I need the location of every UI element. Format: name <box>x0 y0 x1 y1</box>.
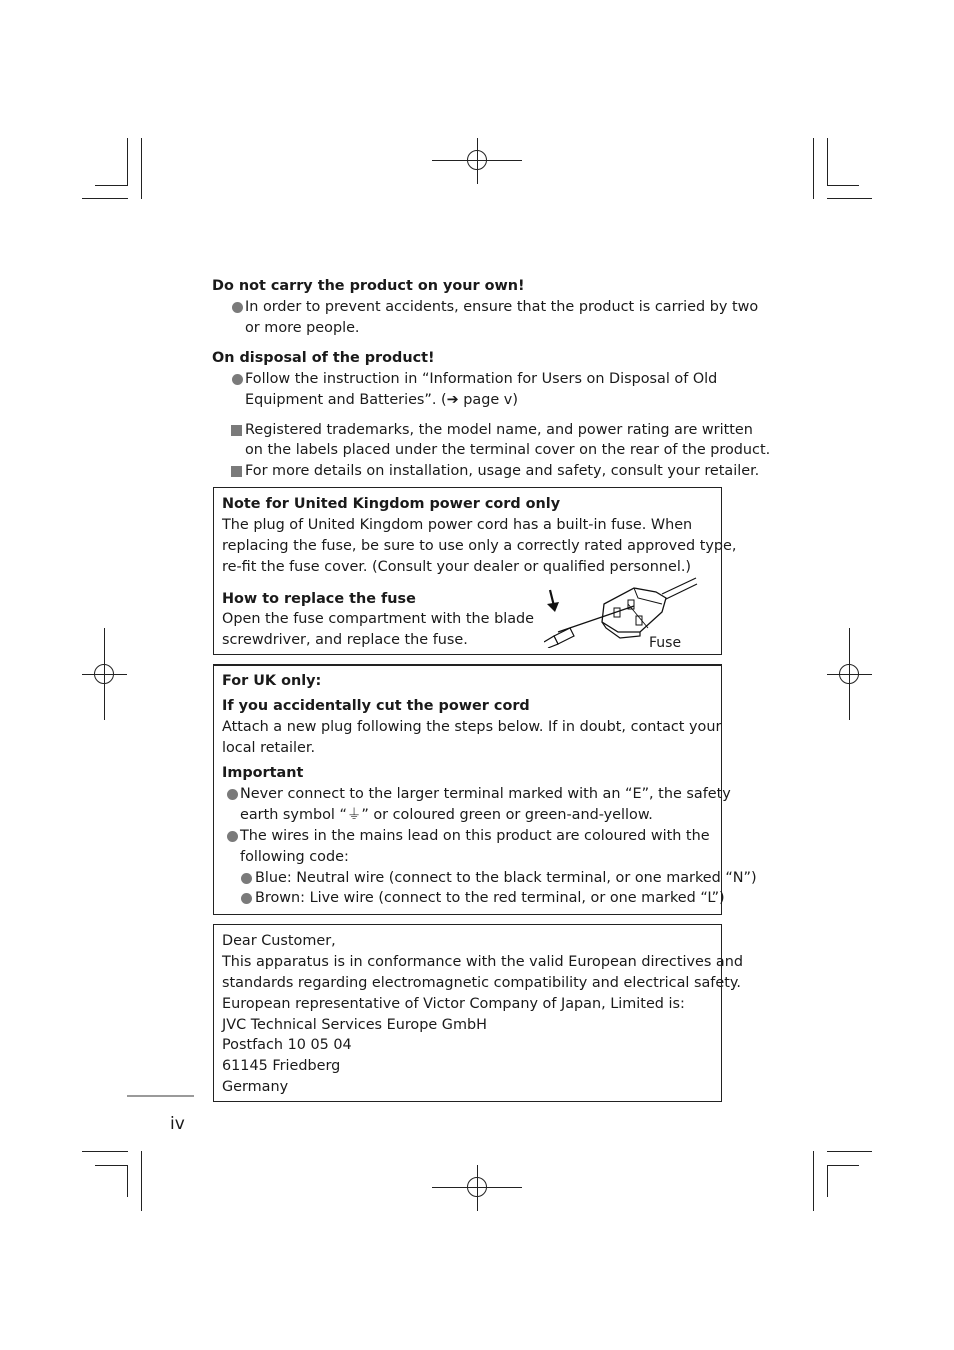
important-b1-line1: Never connect to the larger terminal marked with an “E”, the safety <box>240 786 731 802</box>
uk-cord-line3: re-fit the fuse cover. (Consult your dealer or qualified personnel.) <box>222 559 692 575</box>
wire-blue-line: Blue: Neutral wire (connect to the black terminal, or one marked “N”) <box>255 870 757 886</box>
uk-cord-line1: The plug of United Kingdom power cord has a built-in fuse. When <box>222 517 693 533</box>
page-number: iv <box>170 1114 185 1134</box>
wire-brown-line: Brown: Live wire (connect to the red terminal, or one marked “L”) <box>255 890 725 906</box>
replace-fuse-title: How to replace the fuse <box>222 591 416 607</box>
uk-cord-title: Note for United Kingdom power cord only <box>222 496 561 512</box>
cut-cord-line1: Attach a new plug following the steps below. If in doubt, contact your <box>222 719 722 735</box>
cut-cord-title: If you accidentally cut the power cord <box>222 698 530 714</box>
customer-line4: European representative of Victor Company of Japan, Limited is: <box>222 996 685 1012</box>
bullet-dot-icon <box>227 789 238 800</box>
bullet-square-icon <box>231 466 242 477</box>
carry-text-line2: or more people. <box>245 320 360 336</box>
important-b2-line2: following code: <box>240 849 349 865</box>
important-title: Important <box>222 765 304 781</box>
bullet-dot-icon <box>232 302 243 313</box>
customer-line1: Dear Customer, <box>222 933 336 949</box>
bullet-square-icon <box>231 425 242 436</box>
replace-fuse-line2: screwdriver, and replace the fuse. <box>222 632 468 648</box>
note-details-line: For more details on installation, usage and safety, consult your retailer. <box>245 463 760 479</box>
disposal-heading: On disposal of the product! <box>212 350 435 366</box>
uk-only-box <box>213 664 757 915</box>
customer-line6: Postfach 10 05 04 <box>222 1037 352 1053</box>
important-b1-line2: earth symbol “⏚” or coloured green or green-and-yellow. <box>240 807 653 823</box>
customer-line8: Germany <box>222 1079 289 1095</box>
uk-cord-line2: replacing the fuse, be sure to use only a correctly rated approved type, <box>222 538 737 554</box>
fuse-label: Fuse <box>649 635 682 651</box>
cut-cord-line2: local retailer. <box>222 740 316 756</box>
carry-heading: Do not carry the product on your own! <box>212 278 525 294</box>
page-number-rule <box>127 1095 194 1097</box>
important-b2-line1: The wires in the mains lead on this product are coloured with the <box>240 828 710 844</box>
bullet-dot-icon <box>241 873 252 884</box>
customer-line5: JVC Technical Services Europe GmbH <box>222 1017 487 1033</box>
note-trademarks-line1: Registered trademarks, the model name, and power rating are written <box>245 422 753 438</box>
disposal-text-line1: Follow the instruction in “Information for Users on Disposal of Old <box>245 371 718 387</box>
customer-notice-box <box>213 924 743 1102</box>
bullet-dot-icon <box>227 831 238 842</box>
uk-only-title: For UK only: <box>222 673 322 689</box>
replace-fuse-line1: Open the fuse compartment with the blade <box>222 611 535 627</box>
bullet-dot-icon <box>241 893 252 904</box>
customer-line3: standards regarding electromagnetic compatibility and electrical safety. <box>222 975 741 991</box>
carry-text-line1: In order to prevent accidents, ensure that the product is carried by two <box>245 299 759 315</box>
customer-line7: 61145 Friedberg <box>222 1058 341 1074</box>
note-trademarks-line2: on the labels placed under the terminal cover on the rear of the product. <box>245 442 771 458</box>
uk-power-cord-box <box>213 487 737 655</box>
disposal-text-line2: Equipment and Batteries”. (➔ page v) <box>245 392 518 408</box>
bullet-dot-icon <box>232 374 243 385</box>
customer-line2: This apparatus is in conformance with the valid European directives and <box>222 954 743 970</box>
